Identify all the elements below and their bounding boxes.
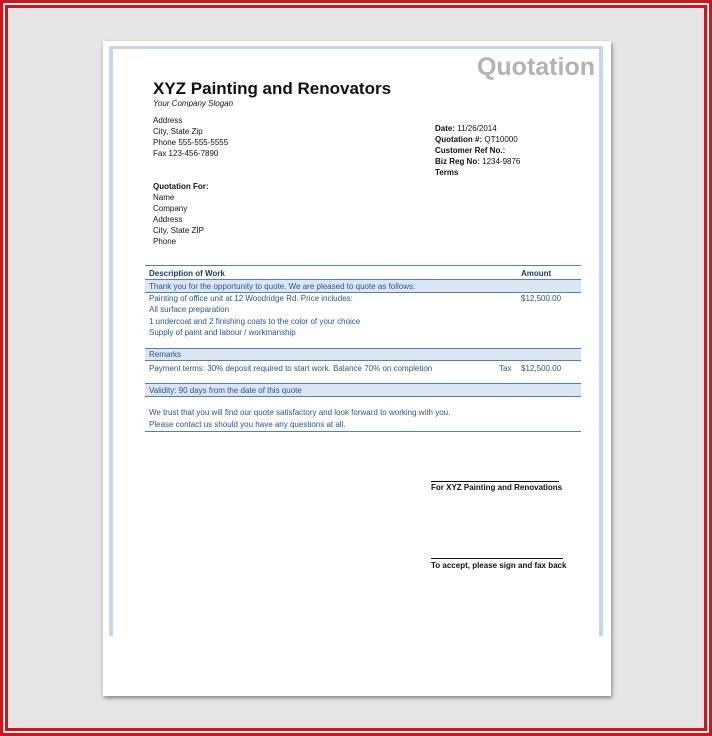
item-line: All surface preparation xyxy=(149,305,230,314)
table-bottom-rule xyxy=(145,431,581,432)
intro-text: Thank you for the opportunity to quote. We are pleased to quote as follows: xyxy=(149,282,416,291)
company-slogan: Your Company Slogan xyxy=(153,99,234,108)
remarks-label: Remarks xyxy=(149,350,182,359)
client-company: Company xyxy=(153,204,188,213)
phone-line: Phone 555-555-5555 xyxy=(153,138,229,147)
city-line: City, State Zip xyxy=(153,127,203,136)
bizreg-row xyxy=(435,156,520,167)
client-address: Address xyxy=(153,215,183,224)
tax-label: Tax xyxy=(499,364,512,373)
quote-meta-block xyxy=(435,123,520,178)
quote-number-row xyxy=(435,134,520,145)
table-top-rule xyxy=(145,265,581,266)
accept-signature-line xyxy=(431,558,563,559)
page-right-accent xyxy=(599,46,603,636)
quote-number-value: QT10000 xyxy=(484,135,518,144)
terms-label: Terms xyxy=(435,168,459,177)
document-page xyxy=(103,41,611,696)
item-line: 1 undercoat and 2 finishing coats to the color of your choice xyxy=(149,317,361,326)
company-signature-line xyxy=(431,481,559,482)
col-description-header: Description of Work xyxy=(149,269,225,278)
payment-terms: Payment terms: 30% deposit required to start work. Balance 70% on completion xyxy=(149,364,433,373)
quotation-for-block xyxy=(153,181,209,247)
date-label: Date: xyxy=(435,124,456,133)
company-signature-label: For XYZ Painting and Renovations xyxy=(431,483,563,492)
bizreg-label: Biz Reg No: xyxy=(435,157,480,166)
accept-signature-label: To accept, please sign and fax back xyxy=(431,561,567,570)
page-left-accent xyxy=(109,46,113,636)
quotation-for-label: Quotation For: xyxy=(153,182,209,191)
client-city: City, State ZIP xyxy=(153,226,204,235)
bizreg-value: 1234-9876 xyxy=(482,157,521,166)
item-line: Painting of office unit at 12 Woodridge Rd. Price includes: xyxy=(149,294,353,303)
address-line: Address xyxy=(153,116,183,125)
company-name: XYZ Painting and Renovators xyxy=(153,79,392,98)
company-address-block xyxy=(153,115,228,159)
closing-line: We trust that you will find our quote satisfactory and look forward to working with you. xyxy=(149,408,451,417)
validity-rule xyxy=(145,396,581,397)
remarks-rule xyxy=(145,360,581,361)
quote-number-label: Quotation #: xyxy=(435,135,483,144)
item-line: Supply of paint and labour / workmanship xyxy=(149,328,296,337)
client-name: Name xyxy=(153,193,175,202)
col-amount-header: Amount xyxy=(521,269,552,278)
customer-ref-row xyxy=(435,145,520,156)
date-value: 11/26/2014 xyxy=(457,124,497,133)
terms-row xyxy=(435,167,520,178)
item-amount: $12,500.00 xyxy=(521,294,562,303)
client-phone: Phone xyxy=(153,237,177,246)
customer-ref-label: Customer Ref No.: xyxy=(435,146,506,155)
validity-text: Validity: 90 days from the date of this quote xyxy=(149,386,302,395)
total-amount: $12,500.00 xyxy=(521,364,562,373)
document-title: Quotation xyxy=(476,53,595,81)
closing-line: Please contact us should you have any questions at all. xyxy=(149,420,346,429)
page-top-accent xyxy=(109,46,603,49)
fax-line: Fax 123-456-7890 xyxy=(153,149,219,158)
remarks-band xyxy=(145,349,581,360)
date-row xyxy=(435,123,520,134)
